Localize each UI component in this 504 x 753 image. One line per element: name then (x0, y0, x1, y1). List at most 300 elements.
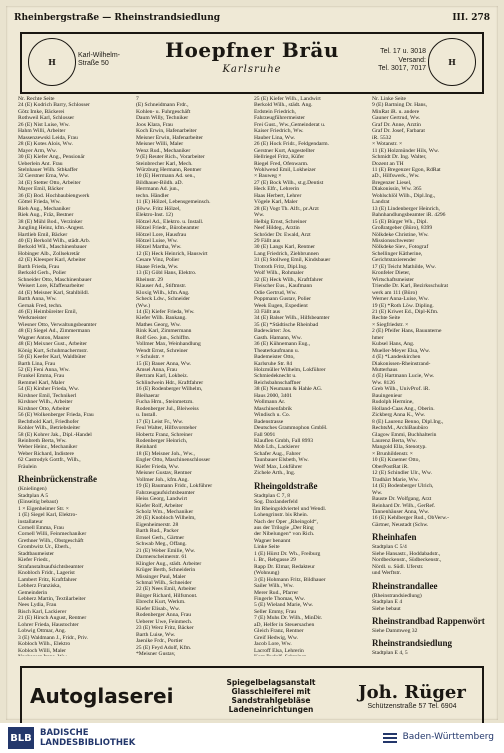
directory-entry: Dozent an TH (372, 160, 404, 167)
directory-entry: MinRat iR. u. andere (372, 108, 420, 115)
directory-entry: Kiefer Wilh. Bankang. (136, 315, 187, 322)
directory-entry: × Brunhildenstr. × (372, 450, 413, 457)
directory-entry: Kronfeler Dieter, (372, 270, 411, 277)
directory-entry: Lang Friedrich, Ziehbrunnen (254, 250, 319, 257)
directory-entry: 28 (E) Vogt Th. Alfr., pr.Arzt (254, 205, 319, 212)
brewery-logo-right: H (428, 38, 476, 86)
directory-entry: Greb Wilh., UnivProf. iR. (372, 386, 430, 393)
directory-entry: Klingler Aug., städt. Arbeiter (136, 560, 202, 567)
directory-entry: Wolf Wilh., Rohmaler (254, 270, 304, 277)
directory-entry: Ww. (372, 489, 383, 496)
directory-entry: Stelnhauer Wilh. Stbkaffer (18, 166, 78, 173)
directory-entry: Ww. 8126 (372, 379, 395, 386)
directory-entry: Fahrzeugaufsichtsbeamter (136, 489, 195, 496)
directory-entry: Diakonissin, Ww. 365 (372, 186, 422, 193)
ad-address: Karl-Wilhelm- Straße 50 (78, 52, 120, 67)
directory-entry: (Ww.) (136, 302, 151, 309)
directory-entry: 14 (E) Bodenberger Ulrich, (372, 483, 434, 490)
directory-entry: 1 × Eigenheimer Str. × (18, 505, 69, 512)
directory-entry: Engler Otto, Maschinenschlosser (136, 457, 211, 464)
directory-entry: Berkold Wil., Maschinenbauer (18, 244, 87, 251)
directory-entry: Hötzel Ad., Elektro. u. Install. (136, 218, 204, 225)
directory-entry: Fall 9091 (254, 431, 276, 438)
directory-entry: 48 (E) Meixner Gust., Arbeiter (18, 341, 87, 348)
directory-entry: Landrat (372, 199, 390, 206)
directory-entry: 56 (E) Wolkenberger Frieda, Frau (18, 412, 94, 419)
directory-entry: König Kurt, Schuhmachermstr. (18, 347, 88, 354)
directory-entry: 21 (E) Weber Emilie, Ww. (136, 547, 196, 554)
directory-entry: Hobertz Franz, Schreiner (136, 431, 193, 438)
directory-entry: 16 (E) Kehlberger Rud., ObVerw.- (372, 515, 450, 522)
directory-entry: Remmel Karl, Maler (18, 379, 65, 386)
brand-name: Hoepfner Bräu (165, 38, 339, 62)
directory-entry: Erdstein Friedrich, (254, 108, 296, 115)
directory-entry: Ernsel Gerh., Gärtner (136, 534, 185, 541)
directory-entry: Stadtplan E 4, 5 (372, 650, 408, 656)
directory-entry: 54 (E) Kirsher Frieda, Ww. (18, 386, 80, 393)
directory-entry: Bauingenieur (372, 392, 403, 399)
directory-entry: Gerstner Kurt, Angestellter (254, 147, 315, 154)
directory-entry: Lohengrinstr. bis Rhein. (254, 512, 309, 519)
directory-entry: 7 (136, 96, 139, 102)
directory-entry: Barth Anna, Ww. (18, 296, 57, 303)
directory-entry: Bademeister Otto, (254, 354, 295, 361)
directory-entry: Grethner Wilh., Obstgeschäft (18, 537, 84, 544)
directory-entry: aD, Helfer in Steuersachen (254, 621, 315, 628)
directory-entry: Haas Herbert, Lehrer (254, 192, 302, 199)
directory-entry: Rheinstr. 29 (136, 276, 164, 283)
directory-entry: Wirtschaftsmeister (372, 276, 415, 283)
directory-entry: Graf Dr. Josef, Farbarat (372, 128, 425, 135)
header-title: Rheinbergstraße — Rheinstrandsiedlung (14, 13, 221, 23)
directory-entry: 12 (E) Heck Heinrich, Hauswirt (136, 250, 208, 257)
directory-entry: Lebherz Martin, Textilarbeiter (18, 595, 86, 602)
directory-entry: 29 Fällt aus (254, 237, 281, 244)
directory-entry: 20 (E) Knobloch Wilhelm, (136, 515, 196, 522)
directory-entry: 26 (E) Nist Luise, Ww. (18, 121, 70, 128)
directory-entry: Hahm Willi, Arbeiter (18, 128, 66, 135)
directory-entry: Gemeinderin (18, 589, 48, 596)
directory-entry: 10 (E) Kraemer Otto, (372, 457, 420, 464)
directory-entry: 14 (E) Kiefer Frieda, Ww. (136, 308, 195, 315)
directory-entry: 32 Gerstner Erna, Ww. (18, 173, 70, 180)
directory-entry: Riegel Fred, Ofenwarm. (254, 160, 309, 167)
directory-entry: Kohler Wilh., Betriebsleiter (18, 425, 81, 432)
directory-entry: Hötzel Martha, Ww. (136, 244, 182, 251)
directory-entry: Week Eugen, Expedient (254, 302, 308, 309)
directory-entry: 10 (E) Herrmann Ad. sen., (136, 173, 196, 180)
directory-entry: 34 (E) Stetter Otto, Arbeiter (18, 179, 81, 186)
directory-entry: 19 (E) *Roth Löw. Dipling. (372, 302, 434, 309)
directory-entry: Rolf Geo. jun., Schiffm. (136, 334, 191, 341)
street-heading: Rheingoldstraße (254, 480, 318, 491)
directory-entry: Schafer Aug., Fahrer (254, 450, 301, 457)
directory-entry: Missinger Paul, Maler (136, 573, 186, 580)
directory-entry: Rodenberger Heinrich, (136, 438, 188, 445)
directory-entry: Zickberg Anna K., Ww. (372, 412, 426, 419)
directory-entry: Krüger Berth, Schneiderin (136, 567, 196, 574)
directory-entry: Siehe Hansastr., Hoddabadstr., (372, 550, 441, 557)
directory-entry: Fräulein (18, 463, 37, 470)
directory-entry: Gleich Franz, Rentner (254, 628, 304, 635)
directory-entry: Bahnhandlungsbeamter iR. 4296 (372, 212, 446, 219)
directory-entry: (Wohnung) (254, 570, 280, 577)
directory-entry: 35 (E) *Städtische Rheinbad (254, 321, 319, 328)
directory-entry: Fingerle Thomas, Ww. (254, 595, 306, 602)
directory-entry: Scholz Wm., Mechaniker (136, 509, 194, 515)
directory-entry: Nr. Rechte Seite (18, 96, 55, 102)
directory-entry: 11 (E) Hölzel, Lebensgemeinsch. (136, 199, 211, 206)
directory-entry: Mathes Georg, Ww. (136, 321, 181, 328)
directory-entry: Meisner Gustav, Rentner (136, 470, 192, 477)
directory-entry: Taunbauer Elsbeth, Ww. (254, 457, 309, 464)
directory-entry: Bauste Dr. Wolfgang, Arzt (372, 496, 432, 503)
directory-entry: i. Br., Rebgasse 29 (254, 557, 296, 564)
directory-entry: Cesare Vinz, Polier (136, 257, 180, 264)
directory-entry: Ww. (254, 212, 265, 219)
directory-entry: × Wotanstr. × (372, 141, 403, 148)
directory-entry: Gernak Fred, techn. (18, 302, 63, 309)
directory-entry: Wohlschlöl Wilh., Dipl.Ing., (372, 192, 436, 199)
directory-entry: Kobloch Wilh., Elektro (18, 641, 71, 648)
directory-entry: 11 (E) Holzmünder Hils, Ww. (372, 147, 440, 154)
directory-entry: Kiefer Friedr., (18, 557, 50, 564)
directory-entry: Hötzel Friedr., Bürobeamter (136, 225, 200, 232)
directory-entry: Schmiedeknecht u. (254, 373, 297, 380)
directory-entry: × Schulstr. × (136, 354, 165, 361)
directory-entry: Lacroff Elsa, Lehrerin (254, 647, 304, 654)
directory-entry: aus der Trilogie „Der Ring (254, 525, 314, 531)
directory-entry: Nach der Oper „Rheingold“, (254, 518, 318, 525)
directory-entry: Neef Hildeg., Arztin (254, 225, 300, 232)
directory-entry: 23 (E) Werz Fritz, Bäcker (136, 625, 194, 632)
directory-entry: Kirshner Wilh., Arbeiter (18, 399, 73, 406)
ad-company (342, 682, 482, 710)
directory-entry: Ueberlein Ant. Frau (18, 160, 63, 167)
directory-entry: Laurenz Berta, Ww. (372, 438, 417, 445)
column-3 (254, 96, 368, 656)
directory-entry: 36 (E) Bod. Hochbaubiengwerk (18, 192, 90, 199)
directory-entry: Schröder Dr. Ewald, Arzt (254, 231, 311, 238)
directory-entry: Lohrer Frieda, Haustochter (18, 621, 79, 628)
directory-entry: 9 (E) Bartning Dr. Hans, (372, 102, 427, 109)
directory-entry: Glagow Emmi, Buchhalterin (372, 431, 437, 438)
directory-entry: Siehe Dammweg 32 (372, 627, 418, 634)
directory-entry: Großratgeber (Büro), 8399 (372, 225, 433, 232)
directory-entry: 46 (E) Heimbüreiter Emil, (18, 308, 78, 315)
brand-city: Karlsruhe (222, 64, 282, 75)
library-name[interactable]: BADISCHE LANDESBIBLIOTHEK (40, 728, 136, 748)
directory-entry: Vollmer Joh., kfm.Ang. (136, 476, 189, 483)
directory-entry: 34 (E) Balser Wilh., Hilfsbeamter (254, 315, 330, 322)
directory-entry: Kloxig Wilh., kfm.Ang. (136, 289, 190, 296)
directory-entry: Badewärter: Jos. (254, 328, 292, 335)
directory-entry: Berkold Wilh., städt. Ang. (254, 102, 313, 109)
directory-entry: Kubsel Hans, Ang. (372, 341, 415, 348)
directory-entry: 11 (E) Bregenzer Egon, RdRat (372, 166, 441, 173)
directory-entry: Graf Dr. Anne, Ärztin (372, 121, 421, 128)
page-number: III. 278 (452, 13, 490, 23)
directory-entry: 26 (E) Hock Fridr., Feldgendarm. (254, 141, 330, 148)
directory-entry: 38 (E) Mühl Bod., Verzinker (18, 218, 83, 225)
directory-entry: Maschinenfabrik (254, 405, 292, 412)
directory-entry: der Nibelungen“ von Rich. (254, 531, 315, 538)
directory-entry: 13 (E) Göbl Hans, Elektro. (136, 270, 197, 277)
directory-entry: Rothweil Karl, Schlosser (18, 115, 75, 122)
street-heading: Rheinstrandsiedlung (372, 638, 453, 649)
directory-entry: Götz Imke, Bäckerei (18, 108, 65, 115)
directory-entry: techn. Händler (136, 192, 169, 199)
directory-entry: Stadtplan C 7, 8 (254, 492, 291, 499)
directory-entry: Siehe bebaut (372, 605, 401, 612)
directory-entry: Rechte Seite (372, 315, 401, 322)
directory-entry: Barth Frieda, Frau (18, 263, 60, 270)
directory-entry: Linke Seite (254, 544, 280, 551)
directory-entry: Ebrecht Kurt, Werkm. (136, 599, 186, 606)
column-2 (136, 96, 250, 656)
directory-entry: Odie Gertrud, Ww. (254, 289, 297, 296)
directory-entry: Daum Willy, Techniker (136, 115, 189, 122)
directory-entry: 30 (E) Kiefer Ang., Pensionär (18, 154, 85, 161)
directory-entry: Stadtbaumeister (18, 550, 55, 557)
directory-entry: Kirshner Emil, Technikerl (18, 392, 77, 399)
directory-entry: 31 (E) Stollweg Emil, Kindsbauer (254, 257, 331, 264)
directory-entry: Wollmann Ar. (254, 399, 286, 406)
directory-entry: Bregenzer Liesel, (372, 179, 412, 186)
hoepfner-advertisement (20, 32, 484, 94)
directory-entry: Rapp Dr. Elmar, Redakteur (254, 563, 315, 570)
directory-entry: 21 (E) Kriwet Ed., Dipl-Kfm. (372, 308, 439, 315)
directory-entry: Wohlwend Emil, Lokheizer (254, 166, 316, 173)
street-heading: Rheinstrandallee (372, 580, 438, 591)
directory-entry: Knobloch Fridr., Lagerist (18, 570, 75, 577)
column-4 (372, 96, 486, 656)
directory-entry: Wagner benannt (254, 537, 291, 544)
directory-entry: Frei Gust., Ww.,Gemeinderat u. (254, 121, 326, 128)
directory-entry: (Einseitig bebaut) (18, 499, 58, 506)
directory-entry: Scheck Ldw., Schneider (136, 296, 191, 303)
directory-entry: Hötzel Lore, Hausfrau (136, 231, 187, 238)
directory-entry: (Rheinstrandsiedlung) (372, 592, 422, 599)
directory-entry: 48 (E) Siegel Ad., Zimmermann (18, 328, 91, 335)
directory-entry: 32 (E) Heck Wilh., Kraftfahrer (254, 276, 323, 283)
directory-entry (254, 654, 368, 656)
directory-entry: 7 (E) Muhs Dr. Wilh., MinDir. (254, 615, 323, 622)
directory-entry: Hellriegel Fritz, Küfer (254, 154, 305, 161)
directory-entry: Rieh Aug., Mechaniker (18, 205, 71, 212)
directory-entry: Kiefer Rolf, Arbeiter (136, 502, 183, 509)
directory-entry: Steinbrecher Karl, Mech. (136, 160, 193, 167)
directory-entry: Berkold Gerh., Polier (18, 270, 67, 277)
directory-entry: 13 (E) Lindenberger Heinrich, (372, 205, 440, 212)
directory-entry: (Knielingen) (18, 486, 47, 493)
directory-entry: Weber Heinr., Mechaniker (18, 444, 78, 451)
directory-entry: 42 (E) Kleesper Karl, Arbeiter (18, 257, 86, 264)
directory-entry: 15 (E) Bürger Wh., Dipl. (372, 218, 428, 225)
directory-entry: Hötzel Luise, Ww. (136, 237, 178, 244)
directory-entry: Göttel Frieda, Ww. (18, 199, 61, 206)
directory-entry: Gauner Gertrud, Ww. (372, 115, 421, 122)
directory-entry: Nölkdeke Christine, Ww. (372, 231, 429, 238)
viewer-footer (0, 723, 504, 753)
directory-entry: Massenzewski Leida, Frau (18, 134, 78, 141)
directory-entry: 3 (E) Hohmann Fritz, Bildhauer (254, 576, 326, 583)
directory-entry: Würzburg Hermann, Rentner (136, 166, 202, 173)
directory-entry: Poppmann Gustav, Polier (254, 296, 311, 303)
directory-entry: Wendt Ernst, Schreiner (136, 347, 188, 354)
directory-entry: (E) Schneidmann Frdr., (136, 102, 189, 109)
directory-entry: Gerichtstaxierender (372, 257, 417, 264)
directory-entry: Helbig Ernst, Schreiner (254, 218, 307, 225)
directory-entry: aD., Hilfswerk., Ww. (372, 173, 420, 180)
directory-entry: Cornell Emma, Frau (18, 525, 64, 531)
directory-entry: 40 (E) Berkold Wilh., städt.Arb. (18, 237, 91, 244)
directory-entry: Seller Emmy, Frau (254, 608, 297, 615)
directory-entry: Holzmüller Wilhelm, Lokführer (254, 367, 326, 374)
directory-entry: Theaterkaufmann u. (254, 347, 300, 354)
directory-entry: Stadtplan C 5/4 (372, 544, 407, 551)
ad-telephone: Tel. 17 u. 3018 Versand: Tel. 3017, 7017 (378, 48, 426, 72)
directory-entry: Darmerscheimerstr. 61 (136, 554, 187, 561)
directory-entry: installateur (18, 518, 43, 525)
street-heading: Rheinstrandbad Rappenwört (372, 615, 485, 626)
directory-entry: Merer Rud., Pfarrer (254, 589, 299, 596)
directory-entry: Klauser Ad., Stiftmstr. (136, 283, 187, 290)
directory-entry: Werkmeister (18, 315, 47, 322)
region-link[interactable]: Baden-Württemberg (383, 731, 494, 743)
directory-entry: Weisert Lore, Kfaffenarbeiter (18, 283, 85, 290)
directory-entry (18, 654, 132, 656)
directory-entry: Schlindwein Hdr., Kraftfahrer (136, 379, 204, 386)
directory-entry: Werner Anna-Luise, Ww. (372, 296, 429, 303)
directory-entry: Schwab Meg., Öffang. (136, 541, 187, 548)
street-heading: Rheinhafen (372, 532, 417, 543)
directory-entry: Barth Lina, Frau (18, 360, 56, 367)
directory-entry: 4 (E) *Landeskirchen (372, 354, 421, 361)
directory-entry: *Meisner Gustav, (136, 650, 176, 656)
directory-entry: OberPostRat iR. (372, 463, 409, 470)
directory-entry: 28 (E) Kotes Alois, Ww. (18, 141, 73, 148)
directory-entry: Koch Erwin, Hafenarbeiter (136, 128, 197, 135)
directory-entry: 38 (E) Neumann & Hahle AG. (254, 386, 323, 393)
directory-entry: Kaiser Friedrich, Ww. (254, 128, 304, 135)
directory-entry: Bleihaerar (136, 392, 160, 399)
directory-entry: Kiefer Frieda, Ww. (136, 463, 180, 470)
directory-entry: Kiefer Elisab., Ww. (136, 605, 181, 612)
directory-entry: Wiesner Otto, Verwaltungsbeamter (18, 321, 97, 328)
directory-entry: Barth Luise, Ww. (136, 631, 176, 638)
directory-entry: und Werftstr. (372, 570, 401, 577)
column-1 (18, 96, 132, 656)
blb-logo[interactable]: BLB (8, 727, 34, 749)
directory-entry: Bechthold Karl, Friedhofer (18, 418, 79, 425)
directory-entry: Reichsbahnschaffner (254, 379, 301, 386)
directory-entry: Amsel Anna, Frau (136, 367, 177, 374)
directory-entry: Risch Karl, Lackierer (18, 608, 67, 615)
directory-entry: Mayer Emil, Bäcker (18, 186, 64, 193)
directory-entry: Zichele Arth., Ing. (254, 470, 296, 477)
directory-entry: Hauber Lina, Ww. (254, 134, 296, 141)
directory-entry: Kohlen- u. Fuhrgeschäft (136, 108, 191, 115)
directory-entry: Jaenike Frdr., Portier (136, 638, 183, 645)
directory-entry: 17 (E) Teicht Mathilde, Ww. (372, 263, 436, 270)
directory-entry: Reinbreth Berta, Ww. (18, 438, 67, 445)
directory-entry: Elektro-Inst. 12) (136, 212, 173, 219)
ad-autoglaserei: Autoglaserei (30, 684, 174, 708)
directory-entry: 4 (E) Hartmann Lucie, Ww. (372, 373, 435, 380)
directory-entry: 3 (E) Waldmann J., Fridr., Priv. (18, 634, 88, 641)
directory-entry: Reinhard Dr. Wilh., GerRef. (372, 502, 436, 509)
directory-entry: Nees Lydia, Frau (18, 602, 57, 609)
directory-entry: Windisch u. Co. (254, 412, 291, 419)
directory-entry: 19 (E) Baumann Fridr., Lokführer (136, 483, 213, 490)
directory-entry: Vögele Karl, Maler (254, 199, 298, 206)
directory-entry: Gasth. Hamann, Ww. (254, 334, 302, 341)
directory-entry: (Hww. Fritz Hölzel, (136, 205, 181, 212)
directory-entry: Mutterhaus (372, 367, 398, 374)
directory-entry: Mangold Ella, Stenotyp. (372, 444, 427, 451)
directory-entry: Bertram Karl, Lokbeiz. (136, 373, 189, 380)
directory-entry: Bildhauer-Bildh. aD. (136, 179, 183, 186)
company-address: Schützenstraße 57 Tel. 6904 (367, 703, 457, 710)
directory-entry: Diakonissen-Rheinstrand- (372, 360, 431, 367)
directory-entry: Holland-Caas Ang., Oberin. (372, 405, 435, 412)
directory-columns (18, 96, 486, 656)
directory-entry: Frankel Emma, Frau (18, 373, 65, 380)
directory-entry: Heck Elfr., Lehrerin (254, 186, 300, 193)
directory-entry: Haase Frieda, Ww. (136, 263, 179, 270)
directory-entry: u. Install. (136, 412, 157, 419)
directory-entry: Meisner Erwin, Hafenarbeiter (136, 134, 203, 141)
page-header (14, 12, 490, 24)
directory-entry: Rodenberger Jul., Bleiweiss (136, 405, 199, 412)
directory-entry: Wenz Rud., Mechaniker (136, 147, 191, 154)
directory-entry: Bürger Richard, Hilfsmont. (136, 592, 198, 599)
directory-entry: 9 (E) Reuter Rich., Vorarbeiter (136, 154, 205, 161)
directory-entry: 5 (E) Wieland Marie, Ww. (254, 602, 314, 609)
directory-entry: Lobwig Ottmar, Ang. (18, 628, 66, 635)
directory-entry: Triendle Dr. Karl, Bezirksschulrat (372, 283, 449, 290)
directory-entry: werk am 111 (Büro) (372, 289, 418, 296)
directory-entry: Ueberer Uwe, Feinmech. (136, 618, 193, 625)
directory-entry: Gärtner, Neustadt (Schw. (372, 521, 429, 528)
directory-entry: 22 (E) Nees Emil, Arbeiter (136, 586, 197, 593)
directory-entry: Schneider Otto, Maschinenbauer (18, 276, 92, 283)
directory-entry: Nordbeckenstr., Südbeckenstr., (372, 557, 442, 564)
directory-entry: Greif Hedwig, Ww. (254, 634, 298, 641)
directory-entry: Lebherz Franziska, (18, 583, 61, 590)
directory-entry: Rink Karl, Zimmermann (136, 328, 192, 335)
directory-entry: 12 (E) Schindler Ulr., Ww. (372, 470, 432, 477)
directory-entry: 62 Castrodyk Gottfr., Wilh., (18, 457, 81, 464)
directory-entry: Haus 2000, 3401 (254, 392, 293, 399)
directory-entry: Barth Rud., Packer (136, 528, 179, 535)
directory-entry: Schmidt Dr. Ing. Walter, (372, 154, 427, 161)
directory-entry: 21 (E) Hirsch August, Rentner (18, 615, 87, 622)
directory-page (6, 6, 498, 720)
directory-entry: 25 (E) Feyd Adolf, Kfm. (136, 644, 192, 651)
directory-entry: Stadtplan A 5 (18, 492, 49, 499)
directory-entry: Schellinger Kätherine, (372, 250, 423, 257)
directory-entry: Rudolph Hermine, (372, 399, 414, 406)
directory-entry: 27 (E) Bock Wilh., st.g.Dentist (254, 179, 324, 186)
autoglaserei-advertisement (20, 666, 484, 726)
ad-services: Spiegelbelagsanstalt Glasschleiferei mit Sandstrahlgebläse Ladeneinrichtungen (226, 678, 316, 714)
directory-entry: Tannenhäuser Anna, Ww. (372, 509, 430, 515)
directory-entry: Fahrzeugführermeister (254, 115, 305, 122)
directory-entry: Trotroth Fritz, Dipl.Ing. (254, 263, 308, 270)
directory-entry: 58 (E) Kohrer Jak., Dipl.-Handel (18, 431, 92, 438)
